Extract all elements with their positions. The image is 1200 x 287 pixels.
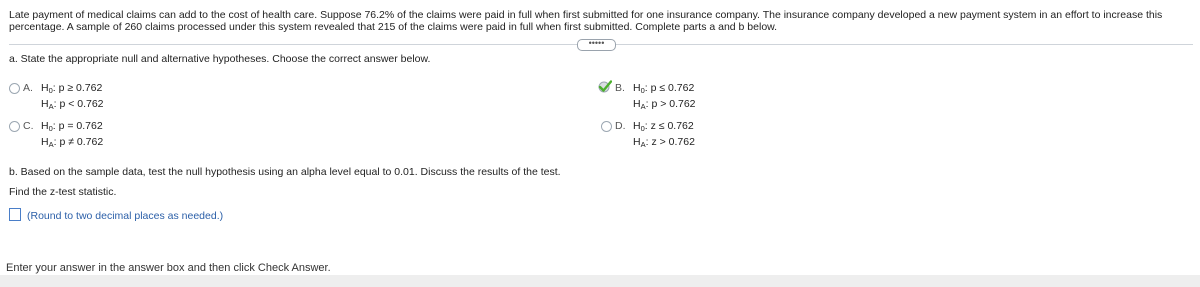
choice-c-letter: C.: [23, 120, 34, 132]
choice-a-null-hypothesis: $H_0$: p ≥ 0.762: [41, 82, 103, 95]
part-b-prompt: b. Based on the sample data, test the null hypothesis using an alpha level equal to 0.01. Discuss the results of the test.: [9, 166, 561, 178]
expand-button[interactable]: •••••: [577, 39, 616, 51]
part-a-prompt: a. State the appropriate null and alternative hypotheses. Choose the correct answer below.: [9, 53, 431, 65]
find-z-statistic-label: Find the z-test statistic.: [9, 186, 117, 198]
choice-c-null-hypothesis: $H_0$: p = 0.762: [41, 120, 103, 133]
radio-button-c[interactable]: [9, 121, 20, 132]
choice-b-letter: B.: [615, 82, 625, 94]
choice-b-null-hypothesis: $H_0$: p ≤ 0.762: [633, 82, 695, 95]
problem-statement: Late payment of medical claims can add to the cost of health care. Suppose 76.2% of the claims were paid in full when first submitted for one insurance company. The insurance company developed a new payment system in an effort to increase this percentage. A sample of 260 claims processed under this system revealed that 215 of the claims were paid in full when first submitted. Complete parts a and b below.: [9, 9, 1163, 33]
radio-button-a[interactable]: [9, 83, 20, 94]
choice-a-letter: A.: [23, 82, 33, 94]
footer-bar: [0, 275, 1200, 287]
choice-d-alt-hypothesis: $H_A$: z > 0.762: [633, 136, 695, 149]
radio-button-d[interactable]: [601, 121, 612, 132]
choice-b-alt-hypothesis: $H_A$: p > 0.762: [633, 98, 696, 111]
choice-d-letter: D.: [615, 120, 626, 132]
choice-a-alt-hypothesis: $H_A$: p < 0.762: [41, 98, 104, 111]
rounding-hint: (Round to two decimal places as needed.): [27, 210, 224, 222]
choice-d-null-hypothesis: $H_0$: z ≤ 0.762: [633, 120, 694, 133]
check-mark-icon: [598, 80, 612, 93]
footer-instruction: Enter your answer in the answer box and then click Check Answer.: [6, 262, 331, 274]
choice-c-alt-hypothesis: $H_A$: p ≠ 0.762: [41, 136, 104, 149]
z-statistic-answer-input[interactable]: [9, 208, 21, 221]
